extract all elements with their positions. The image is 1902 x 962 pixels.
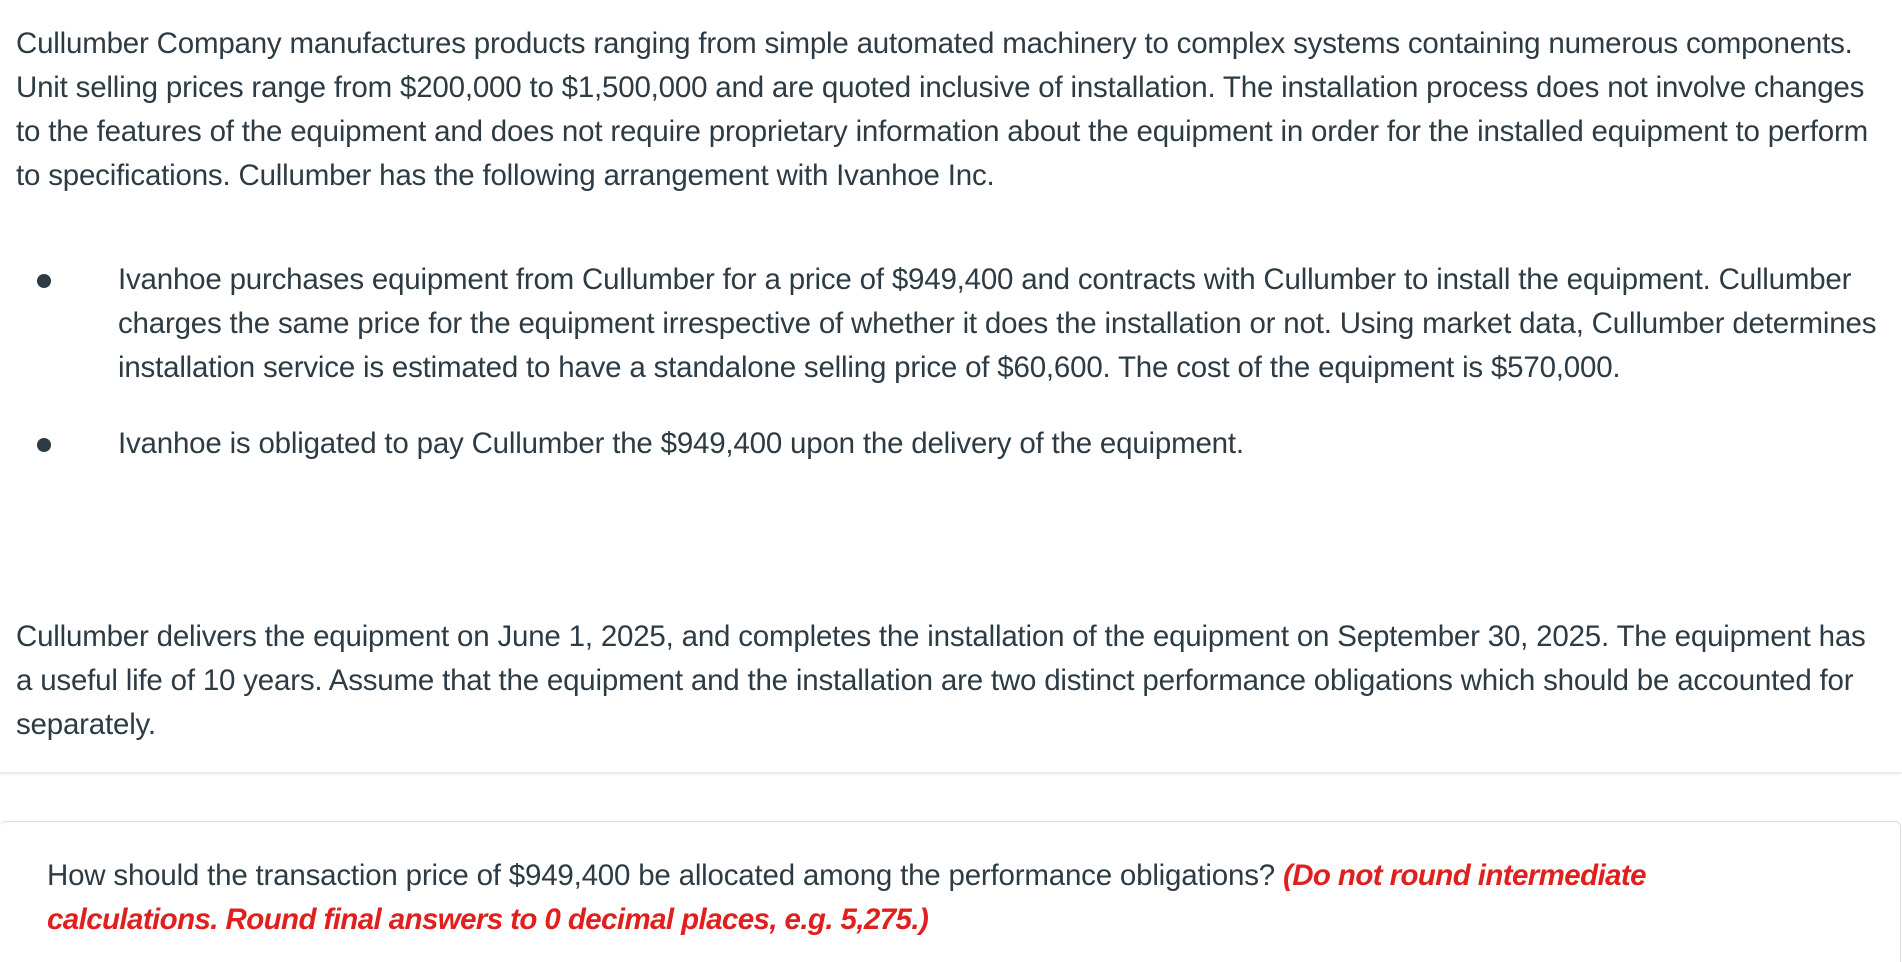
question-text: How should the transaction price of $949,400 be allocated among the performance obligations? xyxy=(47,859,1275,892)
arrangement-item-text: Ivanhoe purchases equipment from Cullumber for a price of $949,400 and contracts with Cullumber to install the equipment. Cullumber charges the same price for the equipment irrespective of whether it does the installation or not. Using market data, Cullumber determines installation service is estimated to have a standalone selling price of $60,600. The cost of the equipment is $570,000. xyxy=(118,263,1877,384)
arrangement-list xyxy=(0,258,1902,466)
question-prompt xyxy=(47,854,1807,942)
question-instruction: (Do not round intermediate calculations. Round final answers to 0 decimal places, e.g. 5,275.) xyxy=(47,859,1646,936)
arrangement-item-text: Ivanhoe is obligated to pay Cullumber the $949,400 upon the delivery of the equipment. xyxy=(118,427,1244,460)
arrangement-item xyxy=(0,422,1878,466)
delivery-paragraph: Cullumber delivers the equipment on June 1, 2025, and completes the installation of the equipment on September 30, 2025. The equipment has a useful life of 10 years. Assume that the equipment and the installation are two distinct performance obligations which should be accounted for separately. xyxy=(16,620,1866,741)
bullet-icon xyxy=(37,274,51,288)
bullet-icon xyxy=(37,438,51,452)
problem-intro: Cullumber Company manufactures products ranging from simple automated machinery to complex systems containing numerous components. Unit selling prices range from $200,000 to $1,500,000 and are quoted inclusive of installation. The installation process does not involve changes to the features of the equipment and does not require proprietary information about the equipment in order for the installed equipment to perform to specifications. Cullumber has the following arrangement with Ivanhoe Inc. xyxy=(16,27,1868,192)
card-divider xyxy=(0,772,1902,775)
arrangement-item xyxy=(0,258,1878,390)
